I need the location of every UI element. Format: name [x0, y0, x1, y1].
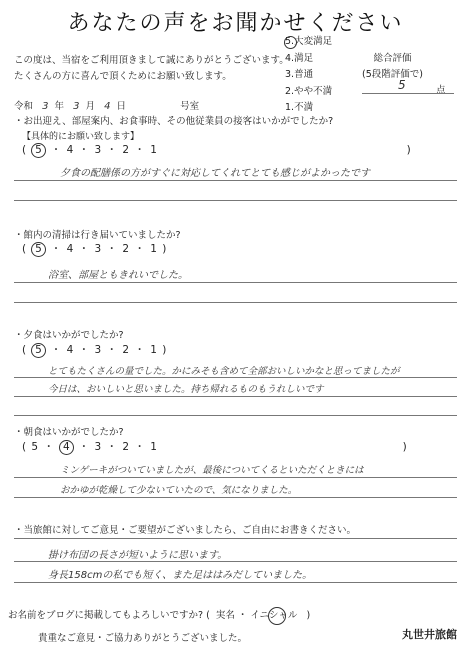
selected-rating: 5: [31, 242, 46, 257]
question-5-comment-line-1: 掛け布団の長さが短いように思います。: [48, 550, 228, 561]
date-month: 3: [73, 101, 80, 112]
question-1-comment: 夕食の配膳係の方がすぐに対応してくれてとても感じがよかったです: [60, 168, 370, 179]
initial-option[interactable]: イニシャル: [250, 610, 300, 621]
total-rating-box: [362, 51, 423, 83]
scale-item-1: 1.不満: [285, 102, 314, 113]
rating-scale-legend: [285, 34, 332, 117]
total-rating-sub: (5段階評価で): [362, 69, 423, 80]
question-4-comment-line-1: ミンゲーキがついていましたが、最後についてくるといただくときには: [60, 465, 364, 476]
real-name-option[interactable]: 実名: [215, 610, 235, 621]
question-4-rating: ( 5 ・ 4 ・ 3 ・ 2 ・ 1 ): [22, 441, 408, 453]
question-4: ・朝食はいかがでしたか?: [14, 427, 124, 438]
date-line: 令和 3 年 3 月 4 日 号室: [14, 101, 200, 112]
inn-name: 丸世井旅館: [402, 628, 457, 641]
total-rating-label: 総合評価: [373, 53, 412, 64]
question-5: ・当旅館に対してご意見・ご要望がございましたら、ご自由にお書きください。: [14, 525, 357, 536]
thanks-message: 貴重なご意見・ご協力ありがとうございました。: [38, 633, 248, 644]
ruled-line: [14, 377, 457, 378]
ruled-line: [14, 497, 457, 498]
total-rating-value: 5: [398, 78, 406, 92]
question-1-sub-label: 【具体的にお願い致します】: [22, 132, 140, 142]
ruled-line: [14, 302, 457, 303]
room-label: 号室: [180, 101, 200, 112]
blog-permission-line: お名前をブログに掲載してもよろしいですか? ( 実名 ・ イニシャル ): [8, 607, 310, 621]
page-title: あなたの声をお聞かせください: [67, 11, 404, 36]
ruled-line: [14, 180, 457, 181]
ruled-line: [14, 582, 457, 583]
ruled-line: [14, 396, 457, 397]
scale-item-5: 5.大変満足: [285, 36, 333, 47]
selected-rating: 5: [31, 143, 46, 158]
question-2-rating: ( 5 ・ 4 ・ 3 ・ 2 ・ 1 ): [22, 243, 168, 255]
question-3-comment-line-2: 今日は、おいしいと思いました。持ち帰れるものもうれしいです: [48, 384, 324, 395]
intro-text: [14, 53, 314, 85]
question-2: ・館内の清掃は行き届いていましたか?: [14, 230, 181, 241]
selected-rating: 4: [59, 440, 74, 455]
score-underline: [362, 93, 454, 94]
scale-item-2: 2.やや不満: [285, 85, 333, 97]
ruled-line: [14, 282, 457, 283]
ruled-line: [14, 477, 457, 478]
scale-item-3: 3.普通: [285, 69, 314, 80]
ruled-line: [14, 415, 457, 416]
question-5-comment-line-2: 身長158cmの私でも短く、また足ははみだしていました。: [48, 570, 313, 581]
selected-rating: 5: [31, 343, 46, 358]
question-3-rating: ( 5 ・ 4 ・ 3 ・ 2 ・ 1 ): [22, 344, 168, 356]
selected-circle-icon: [268, 607, 286, 625]
selected-circle-icon: [284, 36, 297, 49]
date-year: 3: [42, 101, 49, 112]
question-4-comment-line-2: おかゆが乾燥して少ないていたので、気になりました。: [60, 485, 298, 496]
question-1: ・お出迎え、部屋案内、お食事時、その他従業員の接客はいかがでしたか?: [14, 116, 334, 127]
question-2-comment: 浴室、部屋ともきれいでした。: [48, 270, 188, 281]
intro-line-2: たくさんの方に喜んで頂くためにお願い致します。: [14, 71, 232, 82]
intro-line-1: この度は、当宿をご利用頂きまして誠にありがとうございます。: [14, 55, 289, 66]
total-rating-unit: 点: [436, 85, 446, 96]
ruled-line: [14, 200, 457, 201]
date-day: 4: [104, 101, 111, 112]
blog-question: お名前をブログに掲載してもよろしいですか? (: [8, 610, 210, 621]
scale-item-4: 4.満足: [285, 52, 314, 64]
question-1-rating: ( 5 ・ 4 ・ 3 ・ 2 ・ 1 ): [22, 144, 412, 156]
question-3-comment-line-1: とてもたくさんの量でした。かにみそも含めて全部おいしいかなと思ってましたが: [48, 366, 400, 377]
question-3: ・夕食はいかがでしたか?: [14, 330, 124, 341]
ruled-line: [14, 538, 457, 539]
ruled-line: [14, 561, 457, 562]
